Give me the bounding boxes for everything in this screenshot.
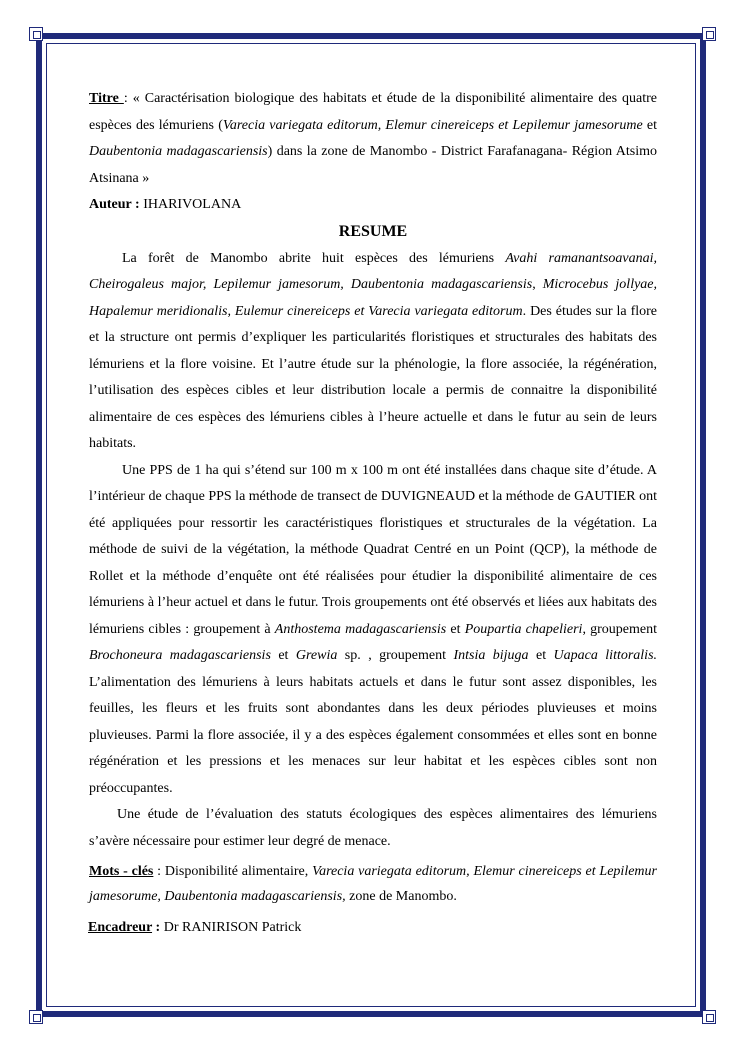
author-value: IHARIVOLANA: [139, 197, 242, 212]
p2-text-b: L’alimentation des lémuriens à leurs habitats actuels et dans le futur sont assez disponibles, les feuilles, les fleurs et les fruits sont abondantes dans les deux périodes pluvieuses et moins pluvieuses. Parmi la flore associée, il y a des espèces également consommées et elles sont en bonne régénération et les pressions et les menaces sur leur habitat et les espèces cibles sont non préoccupantes.: [89, 674, 657, 796]
p2-group-3: sp. , groupement: [337, 648, 454, 663]
title-species-2: Daubentonia madagascariensis: [89, 144, 268, 159]
keywords-end: zone de Manombo.: [345, 889, 457, 904]
p1-comma: ,: [532, 277, 543, 292]
p2-text-a: Une PPS de 1 ha qui s’étend sur 100 m x 100 m ont été installées dans chaque site d’étude. A l’intérieur de chaque PPS la méthode de transect de DUVIGNEAUD et la méthode de GAUTIER ont été appliquées pour ressortir les caractéristiques floristiques et structurales de la végétation. La méthode de suivi de la végétation, la méthode Quadrat Centré en un Point (QCP), la méthode de Rollet et la méthode d’enquête ont été réalisées pour étudier la disponibilité alimentaire de ces lémuriens à l’heur actuel et dans le futur. Trois groupements ont été observés et liées aux habitats des lémuriens cibles : groupement à: [89, 462, 658, 637]
p2-and-3: et: [528, 648, 554, 663]
corner-ornament-top-right: [702, 27, 716, 41]
p2-group-2: , groupement: [582, 621, 657, 637]
author-line: [89, 192, 657, 219]
keywords-sep: : Disponibilité alimentaire,: [153, 864, 313, 879]
corner-ornament-bottom-right: [702, 1010, 716, 1024]
title-text: Caractérisation biologique des habitats et étude de la disponibilité alimentaire des quatre espèces des lémuriens (: [89, 91, 658, 133]
p2-and-2: et: [270, 648, 296, 663]
p2-species-6: Uapaca littoralis.: [553, 648, 658, 663]
title-sep: : «: [123, 91, 140, 106]
supervisor-label: Encadreur: [88, 920, 153, 935]
corner-ornament-bottom-left: [29, 1010, 43, 1024]
supervisor-line: [88, 915, 657, 942]
title-label: Titre: [89, 91, 124, 106]
p1-species: Avahi ramanantsoavanai, Cheirogaleus major, Lepilemur jamesorum, Daubentonia madagascariensis: [89, 250, 657, 292]
p2-species-5: Intsia bijuga: [453, 648, 529, 663]
p2-and-1: et: [446, 621, 465, 637]
title-paragraph: [89, 86, 657, 192]
keywords-species: Varecia variegata editorum, Elemur cinereiceps et Lepilemur jamesorume, Daubentonia madagascariensis,: [89, 864, 657, 904]
supervisor-value: Dr RANIRISON Patrick: [160, 920, 302, 935]
title-species: Varecia variegata editorum, Elemur cinereiceps et Lepilemur jamesorume: [222, 117, 643, 133]
resume-heading: RESUME: [338, 222, 408, 240]
resume-paragraph-3: Une étude de l’évaluation des statuts écologiques des espèces alimentaires des lémuriens s’avère nécessaire pour estimer leur degré de menace.: [89, 807, 657, 849]
resume-paragraph-1: [89, 246, 657, 458]
document-body: [89, 86, 657, 942]
supervisor-sep: :: [152, 920, 161, 935]
p1-text-a: La forêt de Manombo abrite huit espèces des lémuriens: [122, 250, 506, 266]
p2-species-4: Grewia: [295, 648, 338, 663]
resume-paragraph-2: [89, 458, 657, 803]
p2-species-2: Poupartia chapelieri: [464, 621, 583, 637]
author-label: Auteur :: [89, 197, 140, 212]
corner-ornament-top-left: [29, 27, 43, 41]
title-and: et: [642, 117, 657, 133]
p1-text-b: . Des études sur la flore et la structure ont permis d’expliquer les particularités floristiques et structurales des habitats des lémuriens et la flore voisine. Et l’autre étude sur la phénologie, la flore associée, la régénération, l’utilisation des espèces cibles et leur distribution locale a permis de connaitre la disponibilité alimentaire de ces espèces des lémuriens cibles à l’heure actuelle et dans le futur au sein de leurs habitats.: [89, 303, 657, 451]
p2-species-3: Brochoneura madagascariensis: [89, 648, 271, 663]
keywords-line: [89, 859, 657, 909]
keywords-label: Mots - clés: [89, 864, 154, 879]
p2-species-1: Anthostema madagascariensis: [274, 621, 447, 637]
p1-species-2: Microcebus jollyae, Hapalemur meridionalis, Eulemur cinereiceps et Varecia variegata editorum: [89, 277, 658, 319]
title-end: ) dans la zone de Manombo - District Farafanagana- Région Atsimo Atsinana »: [89, 144, 658, 186]
